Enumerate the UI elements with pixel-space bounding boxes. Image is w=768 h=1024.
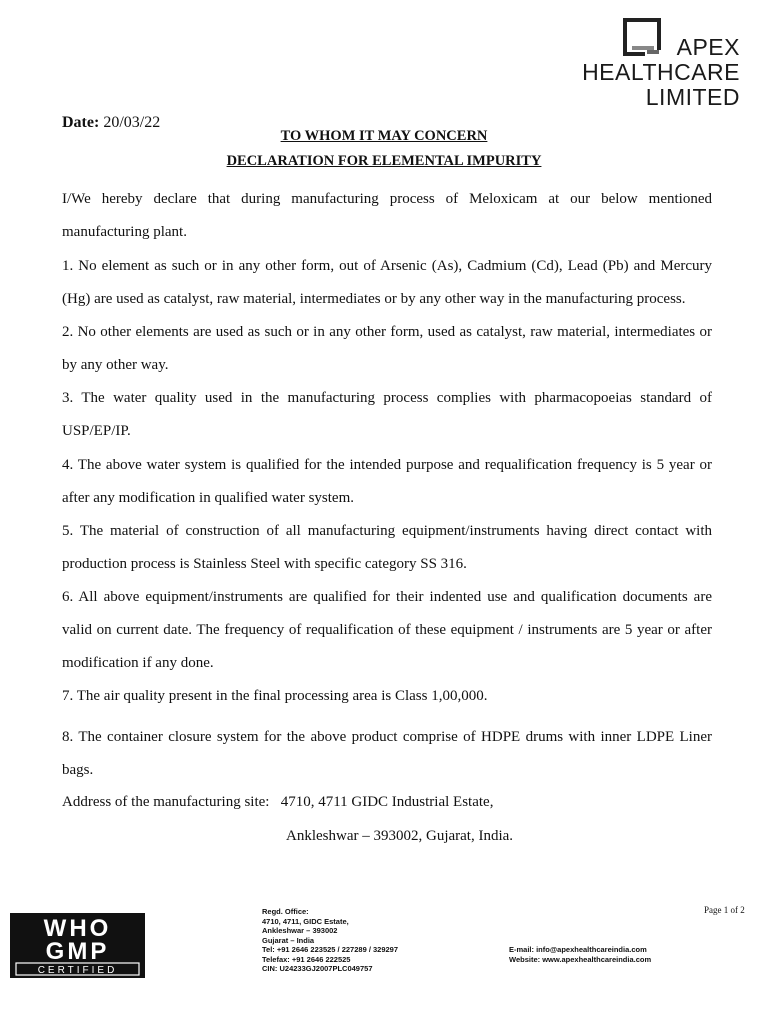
date-value: 20/03/22 [103,114,161,131]
declaration-point-5: 5. The material of construction of all manufacturing equipment/instruments having direct contact with production process is Stainless Steel with specific category SS 316. [62,523,712,572]
office-line: Regd. Office: [262,907,309,916]
date-label: Date: [62,114,100,131]
who-gmp-certified-badge [10,913,145,978]
page-number: Page 1 of 2 [704,905,745,915]
office-line: Ankleshwar – 393002 [262,926,338,935]
footer-website: Website: www.apexhealthcareindia.com [509,954,652,964]
declaration-point-6: 6. All above equipment/instruments are qualified for their indented use and qualification documents are valid on current date. The frequency of requalification of these equipment / instruments are 5 year or after modification if any done. [62,589,712,671]
badge-text-certified: CERTIFIED [37,965,118,976]
intro-paragraph: I/We hereby declare that during manufacturing process of Meloxicam at our below mentioned manufacturing plant. [62,191,712,240]
badge-text-who: WHO [43,915,112,942]
office-line: CIN: U24233GJ2007PLC049757 [262,964,373,973]
declaration-point-2: 2. No other elements are used as such or in any other form, used as catalyst, raw material, intermediates or by any other way. [62,324,712,373]
logo-text-healthcare: HEALTHCARE [582,59,740,85]
heading-declaration: DECLARATION FOR ELEMENTAL IMPURITY [226,153,542,169]
declaration-point-8: 8. The container closure system for the above product comprise of HDPE drums with inner LDPE Liner bags. [62,729,712,778]
badge-text-gmp: GMP [45,938,110,965]
footer-registered-office [262,907,398,974]
footer-email: E-mail: info@apexhealthcareindia.com [509,945,647,954]
logo-text-apex: APEX [676,34,740,60]
declaration-point-3: 3. The water quality used in the manufacturing process complies with pharmacopoeias standard of USP/EP/IP. [62,390,712,439]
office-line: Tel: +91 2646 223525 / 227289 / 329297 [262,945,399,954]
manufacturing-address [62,794,493,811]
declaration-point-4: 4. The above water system is qualified for the intended purpose and requalification frequency is 5 year or after any modification in qualified water system. [62,457,712,506]
heading-to-whom: TO WHOM IT MAY CONCERN [280,128,488,144]
declaration-point-1: 1. No element as such or in any other form, out of Arsenic (As), Cadmium (Cd), Lead (Pb) and Mercury (Hg) are used as catalyst, raw material, intermediates or by any other way in the manufacturing process. [62,258,712,307]
address-line-1: 4710, 4711 GIDC Industrial Estate, [280,794,494,810]
office-line: Telefax: +91 2646 222525 [262,954,351,964]
declaration-point-7: 7. The air quality present in the final processing area is Class 1,00,000. [62,688,488,704]
address-label: Address of the manufacturing site: [62,794,270,810]
footer-contact [509,945,651,964]
logo-mark-icon [623,18,663,58]
company-logo [578,18,748,113]
logo-text-limited: LIMITED [645,84,740,110]
office-line: 4710, 4711, GIDC Estate, [262,916,349,926]
address-line-2: Ankleshwar – 393002, Gujarat, India. [286,828,514,844]
office-line: Gujarat – India [262,935,315,945]
